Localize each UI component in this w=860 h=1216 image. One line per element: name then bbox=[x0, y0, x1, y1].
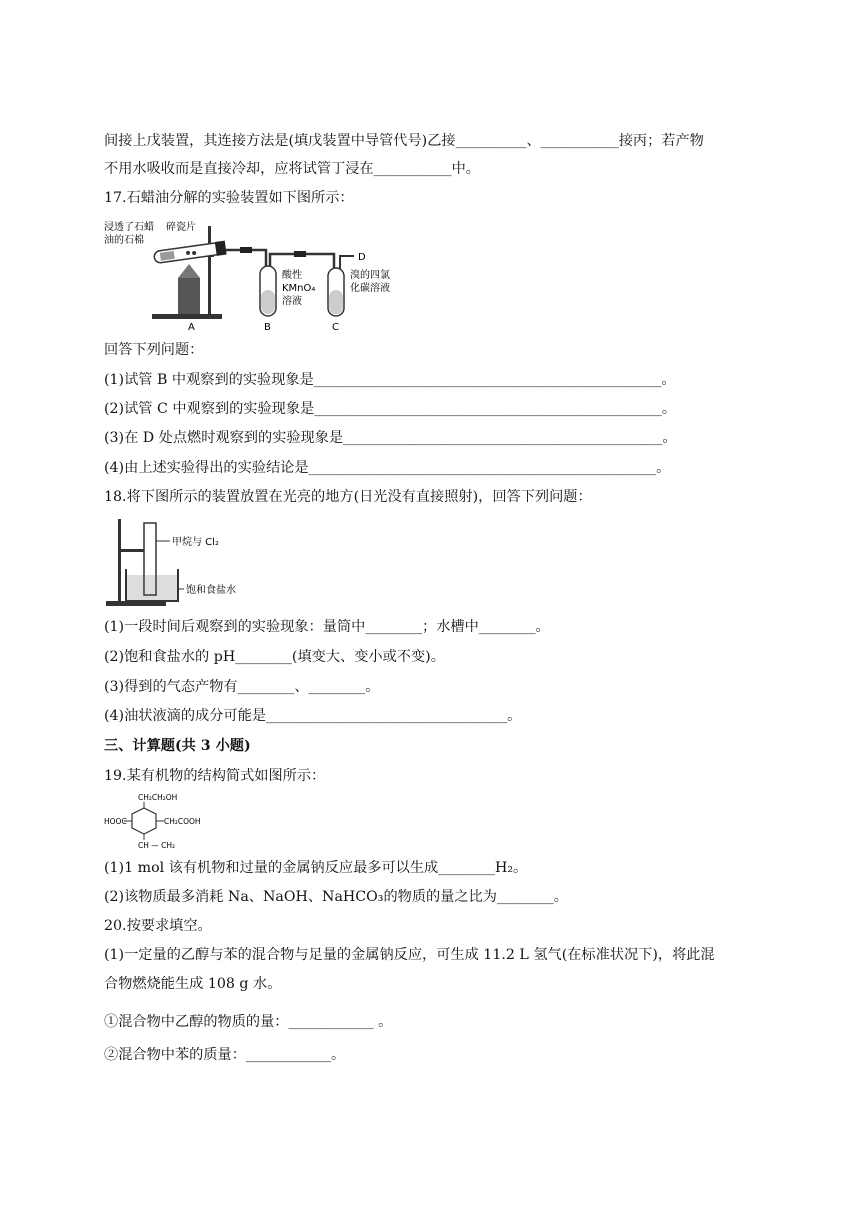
benzene-ring bbox=[132, 808, 156, 834]
label-kmno4-1: 酸性 bbox=[282, 270, 302, 281]
label-a: A bbox=[188, 322, 195, 332]
question-18-title: 18.将下图所示的装置放置在光亮的地方(日光没有直接照射)，回答下列问题： bbox=[104, 489, 592, 505]
question-17-1: (1)试管 B 中观察到的实验现象是_________________________________________________。 bbox=[104, 372, 676, 388]
label-bromine-2: 化碳溶液 bbox=[350, 283, 390, 294]
stand-rod bbox=[118, 519, 121, 603]
text-line: 间接上戊装置，其连接方法是(填戊装置中导管代号)乙接__________、___________接丙；若产物 bbox=[104, 133, 704, 149]
label-salt-water: 饱和食盐水 bbox=[186, 585, 236, 596]
question-20-paragraph-1: (1)一定量的乙醇与苯的混合物与足量的金属钠反应，可生成 11.2 L 氢气(在标准状况下)，将此混 bbox=[104, 947, 715, 963]
label-c: C bbox=[332, 322, 339, 332]
label-porcelain: 碎瓷片 bbox=[166, 222, 196, 233]
paraffin-cracking-apparatus-figure bbox=[104, 218, 404, 332]
group-ch2ch2oh: CH₂CH₂OH bbox=[138, 793, 178, 802]
question-19-1: (1)1 mol 该有机物和过量的金属钠反应最多可以生成________H₂。 bbox=[104, 860, 528, 876]
label-asbestos-2: 油的石棉 bbox=[104, 235, 144, 246]
question-18-3: (3)得到的气态产物有________、________。 bbox=[104, 679, 380, 695]
question-17-3: (3)在 D 处点燃时观察到的实验现象是_____________________________________________。 bbox=[104, 430, 677, 446]
question-20-b: ②混合物中苯的质量：____________。 bbox=[104, 1047, 346, 1063]
question-18-2: (2)饱和食盐水的 pH________(填变大、变小或不变)。 bbox=[104, 649, 445, 665]
question-17-4: (4)由上述实验得出的实验结论是_________________________________________________。 bbox=[104, 460, 671, 476]
group-hooc: HOOC bbox=[104, 817, 127, 826]
burner bbox=[178, 278, 200, 314]
question-20-paragraph-2: 合物燃烧能生成 108 g 水。 bbox=[104, 976, 282, 992]
text-line: 不用水吸收而是直接冷却，应将试管丁浸在___________中。 bbox=[104, 161, 480, 177]
question-19-title: 19.某有机物的结构简式如图所示： bbox=[104, 768, 326, 784]
label-d: D bbox=[358, 252, 366, 263]
label-b: B bbox=[264, 322, 271, 332]
stand-rod bbox=[208, 226, 211, 316]
label-kmno4-2: KMnO₄ bbox=[282, 283, 316, 294]
stand-base bbox=[152, 314, 222, 319]
section-3-heading: 三、计算题(共 3 小题) bbox=[104, 738, 251, 754]
label-bromine-1: 溴的四氯 bbox=[350, 270, 390, 281]
question-17-2: (2)试管 C 中观察到的实验现象是_________________________________________________。 bbox=[104, 401, 677, 417]
group-ch2cooh: CH₂COOH bbox=[164, 817, 201, 826]
structural-formula-figure bbox=[104, 792, 214, 852]
question-20-title: 20.按要求填空。 bbox=[104, 918, 212, 934]
question-18-4: (4)油状液滴的成分可能是__________________________________。 bbox=[104, 708, 522, 724]
question-19-2: (2)该物质最多消耗 Na、NaOH、NaHCO₃的物质的量之比为________。 bbox=[104, 889, 568, 905]
question-20-a: ①混合物中乙醇的物质的量：____________ 。 bbox=[104, 1014, 393, 1030]
question-17-prompt: 回答下列问题： bbox=[104, 342, 204, 358]
question-17-title: 17.石蜡油分解的实验装置如下图所示： bbox=[104, 190, 354, 206]
label-kmno4-3: 溶液 bbox=[282, 296, 302, 307]
label-asbestos-1: 浸透了石蜡 bbox=[104, 222, 154, 233]
methane-chlorine-apparatus-figure bbox=[104, 515, 264, 609]
group-vinyl: CH — CH₂ bbox=[138, 841, 176, 850]
label-gas: 甲烷与 Cl₂ bbox=[172, 537, 219, 548]
question-18-1: (1)一段时间后观察到的实验现象：量筒中________；水槽中________。 bbox=[104, 619, 550, 635]
